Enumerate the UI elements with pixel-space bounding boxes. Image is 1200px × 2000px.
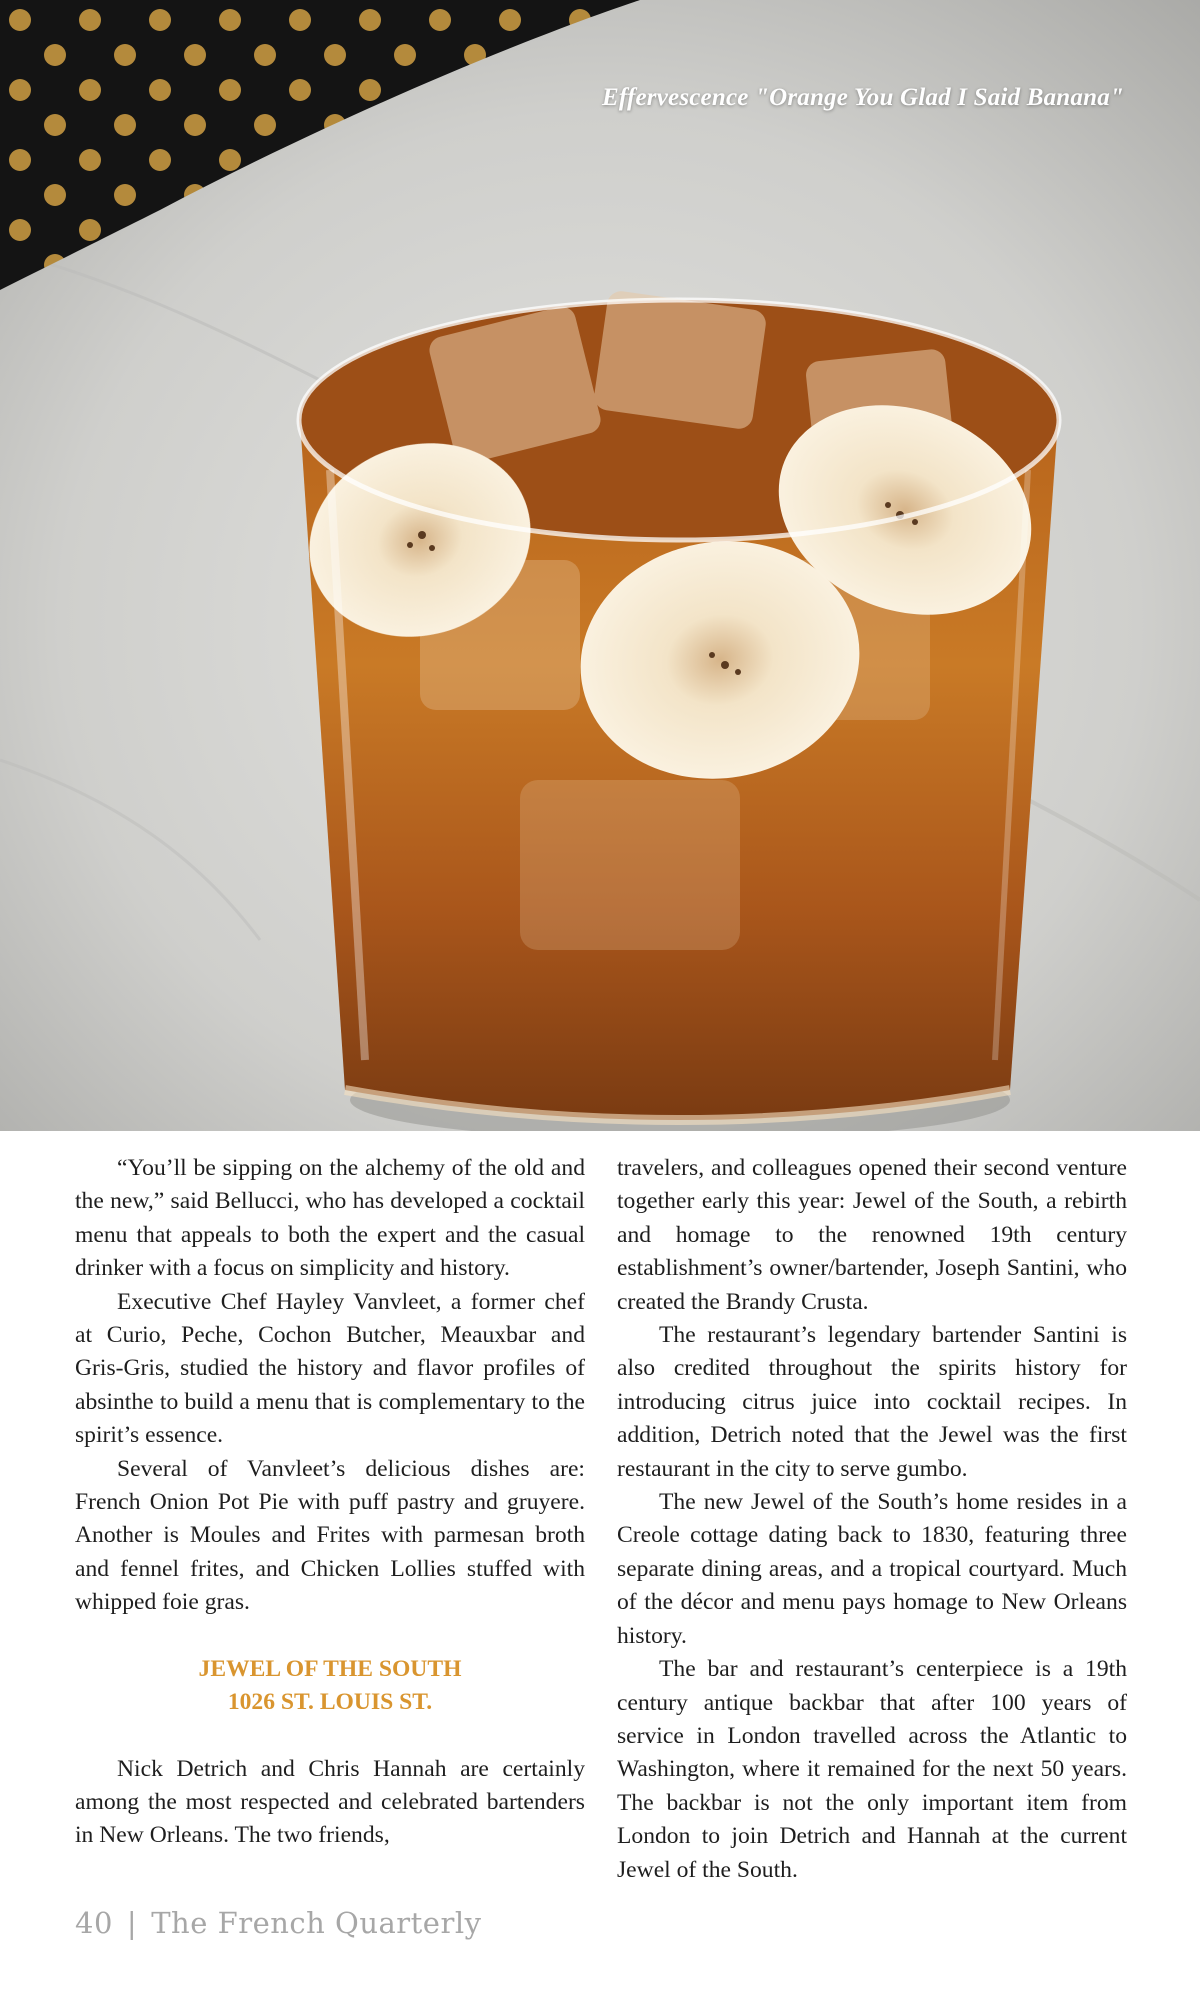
photo-caption: Effervescence "Orange You Glad I Said Banana" <box>602 84 1124 111</box>
left-text-column <box>75 1152 585 1853</box>
paragraph: The restaurant’s legendary bartender Santini is also credited throughout the spirits history for introducing citrus juice into cocktail recipes. In addition, Detrich noted that the Jewel was the first restaurant in the city to serve gumbo. <box>617 1322 1127 1482</box>
page-footer <box>75 1906 482 1940</box>
paragraph: Nick Detrich and Chris Hannah are certainly among the most respected and celebrated bartenders in New Orleans. The two friends, <box>75 1755 585 1849</box>
paragraph: The bar and restaurant’s centerpiece is a 19th century antique backbar that after 100 years of service in London travelled across the Atlantic to Washington, where it remained for the next 50 years. The backbar is not the only important item from London to join Detrich and Hannah at the current Jewel of the South. <box>617 1656 1127 1883</box>
heading-title: JEWEL OF THE SOUTH <box>198 1655 462 1682</box>
right-text-column <box>617 1152 1127 1887</box>
paragraph: “You’ll be sipping on the alchemy of the old and the new,” said Bellucci, who has developed a cocktail menu that appeals to both the expert and the casual drinker with a focus on simplicity and history. <box>75 1155 585 1282</box>
publication-name: The French Quarterly <box>151 1906 482 1940</box>
paragraph: travelers, and colleagues opened their second venture together early this year: Jewel of the South, a rebirth and homage to the renowned 19th century establishment’s owner/bartender, Joseph Santini, who created the Brandy Crusta. <box>617 1155 1127 1315</box>
page-number: 40 <box>75 1906 113 1940</box>
paragraph: The new Jewel of the South’s home resides in a Creole cottage dating back to 1830, featuring three separate dining areas, and a tropical courtyard. Much of the décor and menu pays homage to New Orleans history. <box>617 1489 1127 1649</box>
footer-separator: | <box>126 1906 138 1940</box>
paragraph: Several of Vanvleet’s delicious dishes are: French Onion Pot Pie with puff pastry and gruyere. Another is Moules and Frites with parmesan broth and fennel frites, and Chicken Lollies stuffed with whipped foie gras. <box>75 1455 585 1616</box>
heading-address: 1026 ST. LOUIS ST. <box>227 1689 433 1716</box>
section-heading <box>75 1653 585 1720</box>
paragraph: Executive Chef Hayley Vanvleet, a former chef at Curio, Peche, Cochon Butcher, Meauxbar and Gris-Gris, studied the history and flavor profiles of absinthe to build a menu that is complementary to the spirit’s essence. <box>75 1288 585 1449</box>
